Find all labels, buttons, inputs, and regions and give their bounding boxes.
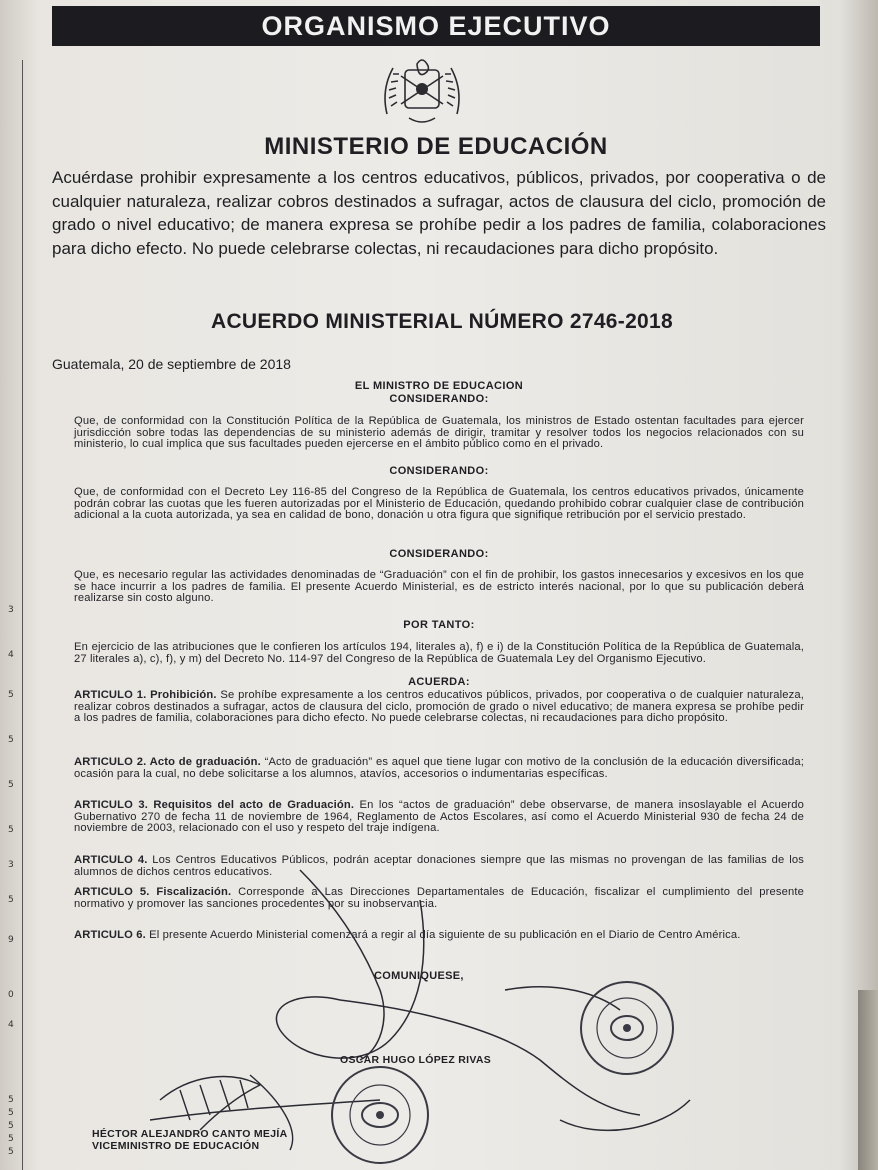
margin-mark: 9 bbox=[8, 935, 14, 945]
margin-mark: 5 bbox=[8, 1095, 14, 1105]
page-edge-shadow bbox=[858, 990, 878, 1170]
articulo-paragraph bbox=[74, 930, 804, 942]
articulo-title: ARTICULO 5. Fiscalización. bbox=[74, 886, 232, 898]
ministry-heading: MINISTERIO DE EDUCACIÓN bbox=[264, 133, 608, 160]
margin-mark: 4 bbox=[8, 1020, 14, 1030]
articulo-text: En los “actos de graduación” debe observarse, de manera insoslayable el Acuerdo Gubernativo 270 de fecha 11 de noviembre de 1964, Reglamento de Actos Escolares, así como el Acuerdo Ministerial 930 de fecha 24 de noviembre de 2003, relacionado con el uso y respeto del traje indígena. bbox=[74, 799, 805, 835]
considerando-heading: CONSIDERANDO: bbox=[389, 393, 489, 405]
vice-minister-title: VICEMINISTRO DE EDUCACIÓN bbox=[92, 1140, 260, 1152]
considerando-paragraph: Que, de conformidad con el Decreto Ley 116-85 del Congreso de la República de Guatemala, los centros educativos privados, únicamente podrán cobrar las cuotas que les fueren autorizadas por el Ministerio de Educación, quedando prohibido cobrar cualquier clase de contribución adicional a la cuota autorizada, ya sea en calidad de bono, donación u otra figura que signifique retribución por el servicio prestado. bbox=[74, 486, 804, 522]
articulo-paragraph bbox=[74, 690, 804, 725]
considerando-heading: CONSIDERANDO: bbox=[389, 548, 489, 560]
articulo-text: El presente Acuerdo Ministerial comenzará a regir al día siguiente de su publicación en el Diario de Centro América. bbox=[145, 929, 741, 941]
seal-right-icon bbox=[581, 982, 673, 1074]
minister-heading: EL MINISTRO DE EDUCACION bbox=[354, 380, 524, 392]
articulo-text: Corresponde a Las Direcciones Departamentales de Educación, fiscalizar el cumplimiento del presente normativo y promover las sanciones procedentes por su inobservancia. bbox=[74, 886, 804, 910]
margin-mark: 4 bbox=[8, 650, 14, 660]
articulo-paragraph bbox=[74, 887, 804, 910]
articulo-text: Los Centros Educativos Públicos, podrán aceptar donaciones siempre que las mismas no provengan de las familias de los alumnos de dichos centros educativos. bbox=[74, 854, 804, 878]
adjacent-column-margin bbox=[0, 60, 23, 1170]
margin-mark: 5 bbox=[8, 895, 14, 905]
articulo-text: “Acto de graduación” es aquel que tiene lugar con motivo de la conclusión de la educación diversificada; ocasión para la cual, no debe solicitarse a los alumnos, atavíos, accesorios o indumentarias específicas. bbox=[74, 756, 804, 780]
date-line: Guatemala, 20 de septiembre de 2018 bbox=[52, 356, 291, 372]
summary-paragraph: Acuérdase prohibir expresamente a los centros educativos, públicos, privados, por cooperativa o de cualquier naturaleza, realizar cobros destinados a sufragar, actos de clausura del ciclo, promoción de grado o nivel educativo; de manera expresa se prohíbe pedir a los padres de familia, colaboraciones para dicho efecto. No puede celebrarse colectas, ni recaudaciones para dicho propósito. bbox=[52, 168, 826, 258]
articulo-text: Se prohíbe expresamente a los centros educativos públicos, privados, por cooperativa o de cualquier naturaleza, realizar cobros destinados a sufragar, actos de clausura del ciclo, promoción de grado o nivel educativo; de manera expresa se prohíbe pedir a los padres de familia, colaboraciones para dicho efecto. No puede celebrarse colectas, ni recaudaciones para dicho propósito. bbox=[74, 689, 804, 725]
por-tanto-heading: POR TANTO: bbox=[403, 619, 475, 631]
considerando-paragraph: Que, es necesario regular las actividades denominadas de “Graduación” con el fin de prohibir, los gastos innecesarios y excesivos en los que se hace incurrir a los padres de familia. El presente Acuerdo Ministerial, es de estricto interés nacional, por lo que su publicación deberá realizarse sin costo alguno. bbox=[74, 569, 804, 605]
por-tanto-paragraph: En ejercicio de las atribuciones que le confieren los artículos 194, literales a), f) e i) de la Constitución Política de la República de Guatemala, 27 literales a), c), f), y m) del Decreto No. 114-97 del Congreso de la República de Guatemala Ley del Organismo Ejecutivo. bbox=[74, 641, 804, 665]
considerando-heading: CONSIDERANDO: bbox=[389, 465, 489, 477]
margin-mark: 3 bbox=[8, 860, 14, 870]
considerando-paragraph: Que, de conformidad con la Constitución Política de la República de Guatemala, los ministros de Estado ostentan facultades para ejercer jurisdicción sobre todas las dependencias de su ministerio además de dirigir, tramitar y resolver todos los negocios relacionados con su ministerio, lo cual implica que sus facultades pueden ejercerse en el ámbito público como en el privado. bbox=[74, 415, 804, 451]
section-banner: ORGANISMO EJECUTIVO bbox=[52, 6, 820, 46]
minister-name: OSCAR HUGO LÓPEZ RIVAS bbox=[340, 1054, 492, 1066]
margin-mark: 5 bbox=[8, 735, 14, 745]
margin-mark: 5 bbox=[8, 1121, 14, 1131]
articulo-title: ARTICULO 1. Prohibición. bbox=[74, 689, 217, 701]
articulo-title: ARTICULO 2. Acto de graduación. bbox=[74, 756, 261, 768]
articulo-title: ARTICULO 4. bbox=[74, 854, 148, 866]
margin-mark: 5 bbox=[8, 1134, 14, 1144]
vice-minister-name: HÉCTOR ALEJANDRO CANTO MEJÍA bbox=[92, 1128, 288, 1140]
margin-mark: 5 bbox=[8, 690, 14, 700]
coat-of-arms-icon bbox=[379, 54, 465, 126]
margin-mark: 5 bbox=[8, 825, 14, 835]
margin-mark: 5 bbox=[8, 1147, 14, 1157]
articulo-paragraph bbox=[74, 855, 804, 878]
seal-bottom-icon bbox=[332, 1067, 428, 1163]
margin-mark: 5 bbox=[8, 780, 14, 790]
articulo-paragraph bbox=[74, 800, 804, 835]
margin-mark: 0 bbox=[8, 990, 14, 1000]
acuerdo-title: ACUERDO MINISTERIAL NÚMERO 2746-2018 bbox=[210, 310, 673, 333]
articulo-title: ARTICULO 3. Requisitos del acto de Graduación. bbox=[74, 799, 355, 811]
margin-mark: 3 bbox=[8, 605, 14, 615]
margin-mark: 5 bbox=[8, 1108, 14, 1118]
acuerda-heading: ACUERDA: bbox=[408, 676, 470, 688]
articulo-paragraph bbox=[74, 757, 804, 780]
comuniquese-label: COMUNIQUESE, bbox=[374, 970, 464, 982]
articulo-title: ARTICULO 6. bbox=[74, 929, 146, 941]
